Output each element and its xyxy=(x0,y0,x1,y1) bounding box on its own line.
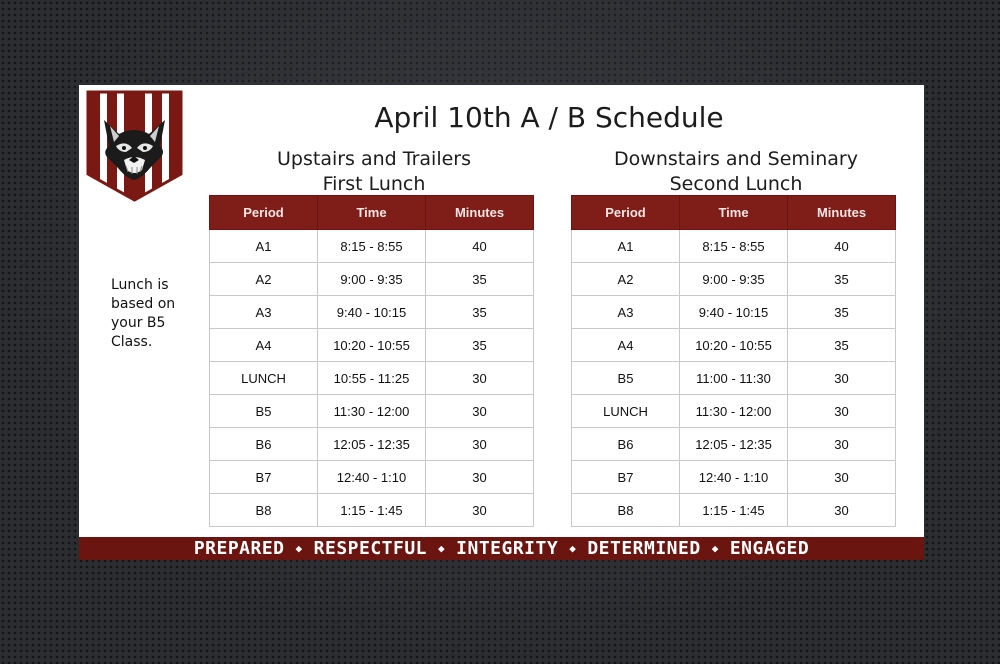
lunch-note: Lunch is based on your B5 Class. xyxy=(111,277,176,350)
diamond-separator-icon: ◆ xyxy=(569,542,577,555)
table-row xyxy=(572,263,896,296)
minutes-cell: 35 xyxy=(426,329,534,362)
table-row xyxy=(572,395,896,428)
time-cell: 1:15 - 1:45 xyxy=(680,494,788,527)
value-respectful: RESPECTFUL xyxy=(313,538,428,559)
period-cell: A2 xyxy=(210,263,318,296)
period-cell: A3 xyxy=(572,296,680,329)
value-prepared: PREPARED xyxy=(193,538,285,559)
time-cell: 10:20 - 10:55 xyxy=(680,329,788,362)
table-row xyxy=(572,494,896,527)
column-header-minutes: Minutes xyxy=(426,196,534,230)
minutes-cell: 30 xyxy=(426,461,534,494)
period-cell: A1 xyxy=(572,230,680,263)
period-cell: LUNCH xyxy=(572,395,680,428)
column-header-period: Period xyxy=(210,196,318,230)
first-lunch-table xyxy=(209,195,534,527)
minutes-cell: 35 xyxy=(426,263,534,296)
diamond-separator-icon: ◆ xyxy=(438,542,446,555)
left-heading-line1: Upstairs and Trailers xyxy=(277,148,471,170)
table-row xyxy=(210,230,534,263)
minutes-cell: 40 xyxy=(788,230,896,263)
period-cell: B5 xyxy=(210,395,318,428)
period-cell: A4 xyxy=(572,329,680,362)
period-cell: LUNCH xyxy=(210,362,318,395)
time-cell: 9:00 - 9:35 xyxy=(318,263,426,296)
column-header-period: Period xyxy=(572,196,680,230)
minutes-cell: 30 xyxy=(426,494,534,527)
period-cell: B7 xyxy=(572,461,680,494)
minutes-cell: 40 xyxy=(426,230,534,263)
period-cell: B7 xyxy=(210,461,318,494)
values-footer-band xyxy=(79,537,924,560)
table-row xyxy=(572,329,896,362)
time-cell: 8:15 - 8:55 xyxy=(318,230,426,263)
right-section-heading xyxy=(571,147,901,197)
table-row xyxy=(210,329,534,362)
table-header-row xyxy=(572,196,896,230)
minutes-cell: 30 xyxy=(788,428,896,461)
minutes-cell: 30 xyxy=(788,461,896,494)
period-cell: B6 xyxy=(210,428,318,461)
time-cell: 9:00 - 9:35 xyxy=(680,263,788,296)
time-cell: 12:40 - 1:10 xyxy=(680,461,788,494)
minutes-cell: 35 xyxy=(426,296,534,329)
table-row xyxy=(210,263,534,296)
value-integrity: INTEGRITY xyxy=(456,538,559,559)
time-cell: 12:05 - 12:35 xyxy=(318,428,426,461)
period-cell: B6 xyxy=(572,428,680,461)
time-cell: 9:40 - 10:15 xyxy=(318,296,426,329)
page-title: April 10th A / B Schedule xyxy=(374,101,724,134)
period-cell: B8 xyxy=(210,494,318,527)
table-row xyxy=(210,296,534,329)
time-cell: 10:20 - 10:55 xyxy=(318,329,426,362)
time-cell: 10:55 - 11:25 xyxy=(318,362,426,395)
table-row xyxy=(210,461,534,494)
column-header-minutes: Minutes xyxy=(788,196,896,230)
period-cell: B5 xyxy=(572,362,680,395)
second-lunch-table xyxy=(571,195,896,527)
table-row xyxy=(572,461,896,494)
table-row xyxy=(572,362,896,395)
table-row xyxy=(210,428,534,461)
minutes-cell: 35 xyxy=(788,329,896,362)
wolf-mascot-logo-icon xyxy=(86,90,183,202)
diamond-separator-icon: ◆ xyxy=(295,542,303,555)
period-cell: A1 xyxy=(210,230,318,263)
column-header-time: Time xyxy=(318,196,426,230)
value-engaged: ENGAGED xyxy=(729,538,810,559)
minutes-cell: 30 xyxy=(788,494,896,527)
period-cell: A4 xyxy=(210,329,318,362)
minutes-cell: 35 xyxy=(788,296,896,329)
minutes-cell: 30 xyxy=(426,362,534,395)
left-heading-line2: First Lunch xyxy=(322,173,426,195)
table-row xyxy=(210,362,534,395)
value-determined: DETERMINED xyxy=(587,538,701,559)
column-header-time: Time xyxy=(680,196,788,230)
time-cell: 1:15 - 1:45 xyxy=(318,494,426,527)
table-row xyxy=(210,494,534,527)
time-cell: 11:30 - 12:00 xyxy=(680,395,788,428)
table-row xyxy=(572,230,896,263)
time-cell: 9:40 - 10:15 xyxy=(680,296,788,329)
right-heading-line1: Downstairs and Seminary xyxy=(614,148,858,170)
time-cell: 12:05 - 12:35 xyxy=(680,428,788,461)
period-cell: A2 xyxy=(572,263,680,296)
table-row xyxy=(572,296,896,329)
time-cell: 11:00 - 11:30 xyxy=(680,362,788,395)
time-cell: 12:40 - 1:10 xyxy=(318,461,426,494)
minutes-cell: 30 xyxy=(788,395,896,428)
diamond-separator-icon: ◆ xyxy=(711,542,719,555)
minutes-cell: 30 xyxy=(788,362,896,395)
schedule-slide xyxy=(79,85,924,560)
table-header-row xyxy=(210,196,534,230)
right-heading-line2: Second Lunch xyxy=(669,173,803,195)
time-cell: 8:15 - 8:55 xyxy=(680,230,788,263)
left-section-heading xyxy=(209,147,539,197)
table-row xyxy=(210,395,534,428)
minutes-cell: 35 xyxy=(788,263,896,296)
time-cell: 11:30 - 12:00 xyxy=(318,395,426,428)
minutes-cell: 30 xyxy=(426,428,534,461)
period-cell: B8 xyxy=(572,494,680,527)
period-cell: A3 xyxy=(210,296,318,329)
table-row xyxy=(572,428,896,461)
minutes-cell: 30 xyxy=(426,395,534,428)
